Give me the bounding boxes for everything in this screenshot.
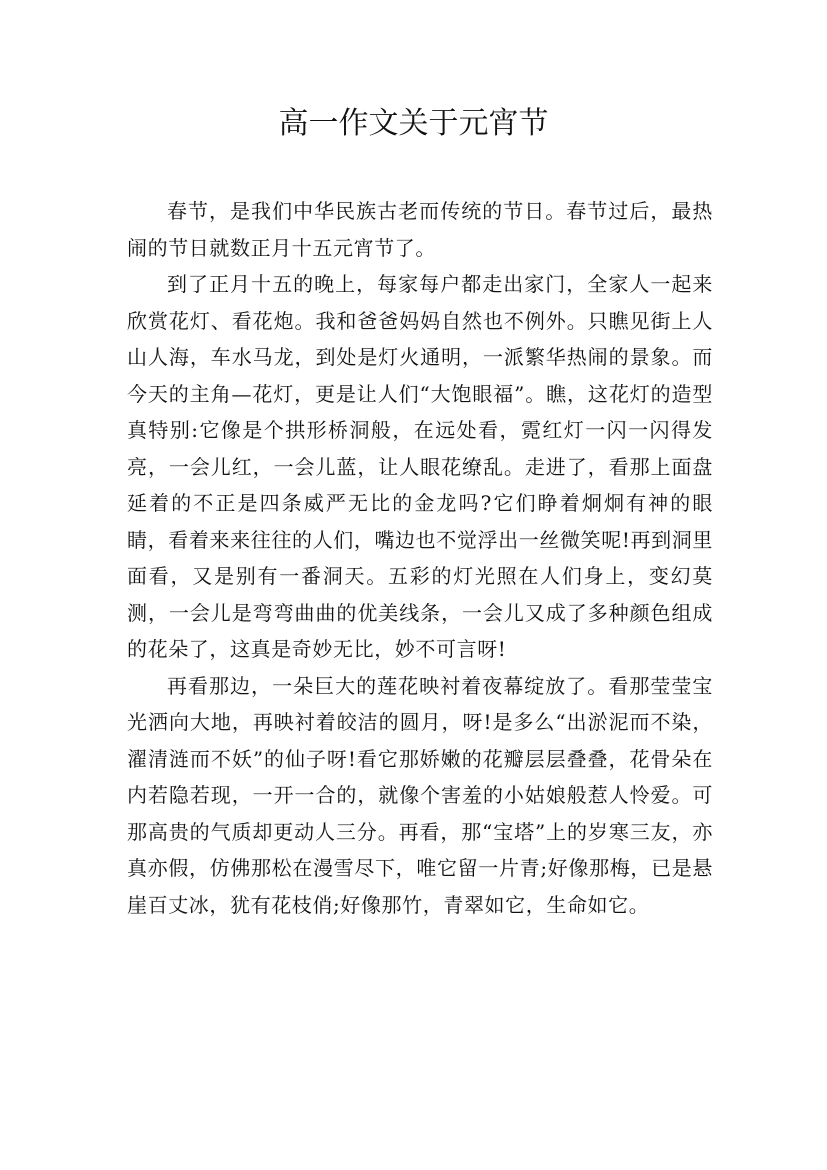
page-title: 高一作文关于元宵节: [278, 106, 549, 141]
paragraph-3: 再看那边，一朵巨大的莲花映衬着夜幕绽放了。看那莹莹宝光洒向大地，再映衬着皎洁的圆月，呀!是多么“出淤泥而不染，濯清涟而不妖”的仙子呀!看它那娇嫩的花瓣层层叠叠，花骨朵在内若隐若现，一开一合的，就像个害羞的小姑娘般惹人怜爱。可那高贵的气质却更动人三分。再看，那“宝塔”上的岁寒三友，亦真亦假，仿佛那松在漫雪尽下，唯它留一片青;好像那梅，已是悬崖百丈冰，犹有花枝俏;好像那竹，青翠如它，生命如它。: [127, 673, 713, 917]
paragraph-1: 春节，是我们中华民族古老而传统的节日。春节过后，最热闹的节日就数正月十五元宵节了。: [127, 199, 713, 260]
paragraph-2: 到了正月十五的晚上，每家每户都走出家门，全家人一起来欣赏花灯、看花炮。我和爸爸妈妈自然也不例外。只瞧见街上人山人海，车水马龙，到处是灯火通明，一派繁华热闹的景象。而今天的主角—花灯，更是让人们“大饱眼福”。瞧，这花灯的造型真特别:它像是个拱形桥洞般，在远处看，霓红灯一闪一闪得发亮，一会儿红，一会儿蓝，让人眼花缭乱。走进了，看那上面盘延着的不正是四条威严无比的金龙吗?它们睁着炯炯有神的眼睛，看着来来往往的人们，嘴边也不觉浮出一丝微笑呢!再到洞里面看，又是别有一番洞天。五彩的灯光照在人们身上，变幻莫测，一会儿是弯弯曲曲的优美线条，一会儿又成了多种颜色组成的花朵了，这真是奇妙无比，妙不可言呀!: [127, 272, 713, 661]
essay-body: [127, 193, 713, 923]
